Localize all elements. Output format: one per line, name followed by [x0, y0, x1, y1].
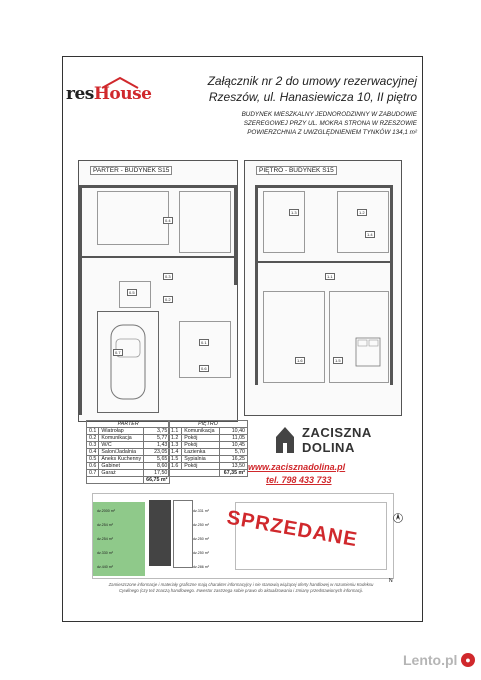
lento-watermark	[403, 650, 477, 672]
table-total: 67,35 m²	[219, 470, 247, 477]
dining-area	[179, 191, 231, 253]
table-total: 66,75 m²	[144, 477, 170, 484]
plot-label: dz.331 m²	[193, 509, 209, 513]
room-number: 0.5	[87, 456, 99, 463]
room-area: 5,65	[144, 456, 170, 463]
room-name: Salon/Jadalnia	[99, 449, 144, 456]
phone-number: tel. 798 433 733	[266, 475, 332, 485]
room-tag: 0.7	[115, 350, 121, 355]
notice-line: Zamieszczone informacje i materiały graficzne mają charakter informacyjny i nie stanowią wiążącej oferty handlowej w rozumieniu Kodeksu	[108, 582, 374, 587]
room-name: Łazienka	[182, 449, 220, 456]
room-number: 0.2	[87, 435, 99, 442]
notice-line: Cywilnego (czy też znaczą handlowego. Inwestor zastrzega sobie prawo do aktualizowania i zmiany przedstawionych informacji.	[118, 588, 364, 593]
logo-part2: House	[93, 84, 152, 104]
room-tag: 0.3	[165, 274, 171, 279]
room-area: 10,40	[219, 428, 247, 435]
legal-notice	[88, 582, 394, 594]
room-tag: 1.5	[335, 358, 341, 363]
row-house-block	[173, 500, 193, 568]
table-row	[87, 435, 170, 442]
table-row	[169, 428, 248, 435]
room-1-3	[263, 191, 305, 253]
room-area: 5,70	[219, 449, 247, 456]
room-area: 23,05	[144, 449, 170, 456]
room-name: Sypialnia	[182, 456, 220, 463]
plot-label: dz.254 m²	[97, 523, 113, 527]
brand-line1: ZACISZNA	[302, 425, 372, 440]
plot-label: dz.330 m²	[97, 551, 113, 555]
room-tag: 0.4	[165, 218, 171, 223]
reshouse-logo	[66, 76, 152, 106]
annex-title: Załącznik nr 2 do umowy rezerwacyjnej	[207, 74, 417, 88]
table-row	[87, 470, 170, 477]
room-tag: 0.1	[201, 340, 207, 345]
description-line: BUDYNEK MIESZKALNY JEDNORODZINNY W ZABUDOWIE	[241, 111, 417, 118]
room-name: Gabinet	[99, 463, 144, 470]
room-tag: 1.6	[297, 358, 303, 363]
table-row	[87, 449, 170, 456]
car-icon	[105, 321, 151, 403]
room-area: 3,75	[144, 428, 170, 435]
plot-label: dz.250 m²	[193, 523, 209, 527]
bed-icon	[355, 337, 381, 367]
table-row	[169, 456, 248, 463]
room-number: 1.2	[169, 435, 182, 442]
address-title: Rzeszów, ul. Hanasiewicza 10, II piętro	[208, 90, 417, 104]
room-name: Komunikacja	[182, 428, 220, 435]
table-row	[87, 428, 170, 435]
room-name: W/C	[99, 442, 144, 449]
plot-label: dz.286 m²	[193, 565, 209, 569]
website-link[interactable]: www.zacisznadolina.pl	[248, 462, 346, 472]
table-row	[87, 442, 170, 449]
ground-floor-label: PARTER - BUDYNEK S15	[90, 166, 172, 175]
room-name: Pokój	[182, 435, 220, 442]
room-name: Garaż	[99, 470, 144, 477]
description-line: SZEREGOWEJ PRZY UL. MOKRA STRONA W RZESZOWIE	[243, 120, 417, 127]
first-floor-plan	[244, 160, 402, 416]
room-name: Komunikacja	[99, 435, 144, 442]
room-number: 1.6	[169, 463, 182, 470]
bathroom	[337, 191, 389, 253]
table-heading: PARTER	[87, 421, 170, 428]
building-description	[157, 110, 417, 137]
room-area: 1,43	[144, 442, 170, 449]
north-label: N	[389, 578, 393, 584]
north-arrow	[393, 512, 403, 526]
room-tag: 0.5	[129, 290, 135, 295]
room-area: 17,50	[144, 470, 170, 477]
sold-stamp: SPRZEDANE	[225, 506, 360, 552]
plot-label: dz.254 m²	[97, 537, 113, 541]
room-number: 1.1	[169, 428, 182, 435]
table-row	[169, 449, 248, 456]
room-tag: 0.2	[165, 297, 171, 302]
room-number: 1.5	[169, 456, 182, 463]
room-name: Pokój	[182, 442, 220, 449]
brand-line2: DOLINA	[302, 440, 355, 455]
first-floor-label: PIĘTRO - BUDYNEK S15	[256, 166, 337, 175]
room-number: 0.7	[87, 470, 99, 477]
room-number: 1.4	[169, 449, 182, 456]
room-area: 16,25	[219, 456, 247, 463]
room-name: Pokój	[182, 463, 220, 470]
room-area: 11,05	[219, 435, 247, 442]
watermark-text: Lento.pl	[403, 652, 458, 668]
parter-area-table	[86, 420, 170, 484]
table-heading: PIĘTRO	[169, 421, 248, 428]
room-tag: 1.3	[291, 210, 297, 215]
room-area: 10,45	[219, 442, 247, 449]
pietro-area-table	[168, 420, 248, 477]
room-area: 5,77	[144, 435, 170, 442]
plot-label: dz.440 m²	[97, 565, 113, 569]
room-number: 0.4	[87, 449, 99, 456]
room-tag: 0.6	[201, 366, 207, 371]
table-row	[87, 463, 170, 470]
room-area: 13,50	[219, 463, 247, 470]
room-1-6	[263, 291, 325, 383]
plot-label: dz.250 m²	[193, 551, 209, 555]
room-area: 8,60	[144, 463, 170, 470]
room-number: 0.6	[87, 463, 99, 470]
ground-floor-plan	[78, 160, 238, 422]
room-number: 0.1	[87, 428, 99, 435]
room-number: 0.3	[87, 442, 99, 449]
plot-label: dz.2000 m²	[97, 509, 115, 513]
room-name: Wiatrołap	[99, 428, 144, 435]
logo-part1: res	[66, 84, 94, 104]
room-tag: 1.1	[327, 274, 333, 279]
north-arrow-icon	[393, 512, 403, 524]
room-number: 1.3	[169, 442, 182, 449]
table-row	[169, 442, 248, 449]
row-house-block	[149, 500, 171, 566]
table-row	[169, 463, 248, 470]
plot-label: dz.250 m²	[193, 537, 209, 541]
table-row	[169, 435, 248, 442]
house-logo-icon	[274, 425, 296, 455]
description-line: POWIERZCHNIA Z UWZGLĘDNIENIEM TYNKÓW 134,1 m²	[247, 129, 417, 136]
room-tag: 1.2	[359, 210, 365, 215]
living-room	[97, 191, 169, 245]
room-tag: 1.4	[367, 232, 373, 237]
pin-icon: ●	[461, 653, 475, 667]
room-name: Aneks Kuchenny	[99, 456, 144, 463]
table-row	[87, 456, 170, 463]
